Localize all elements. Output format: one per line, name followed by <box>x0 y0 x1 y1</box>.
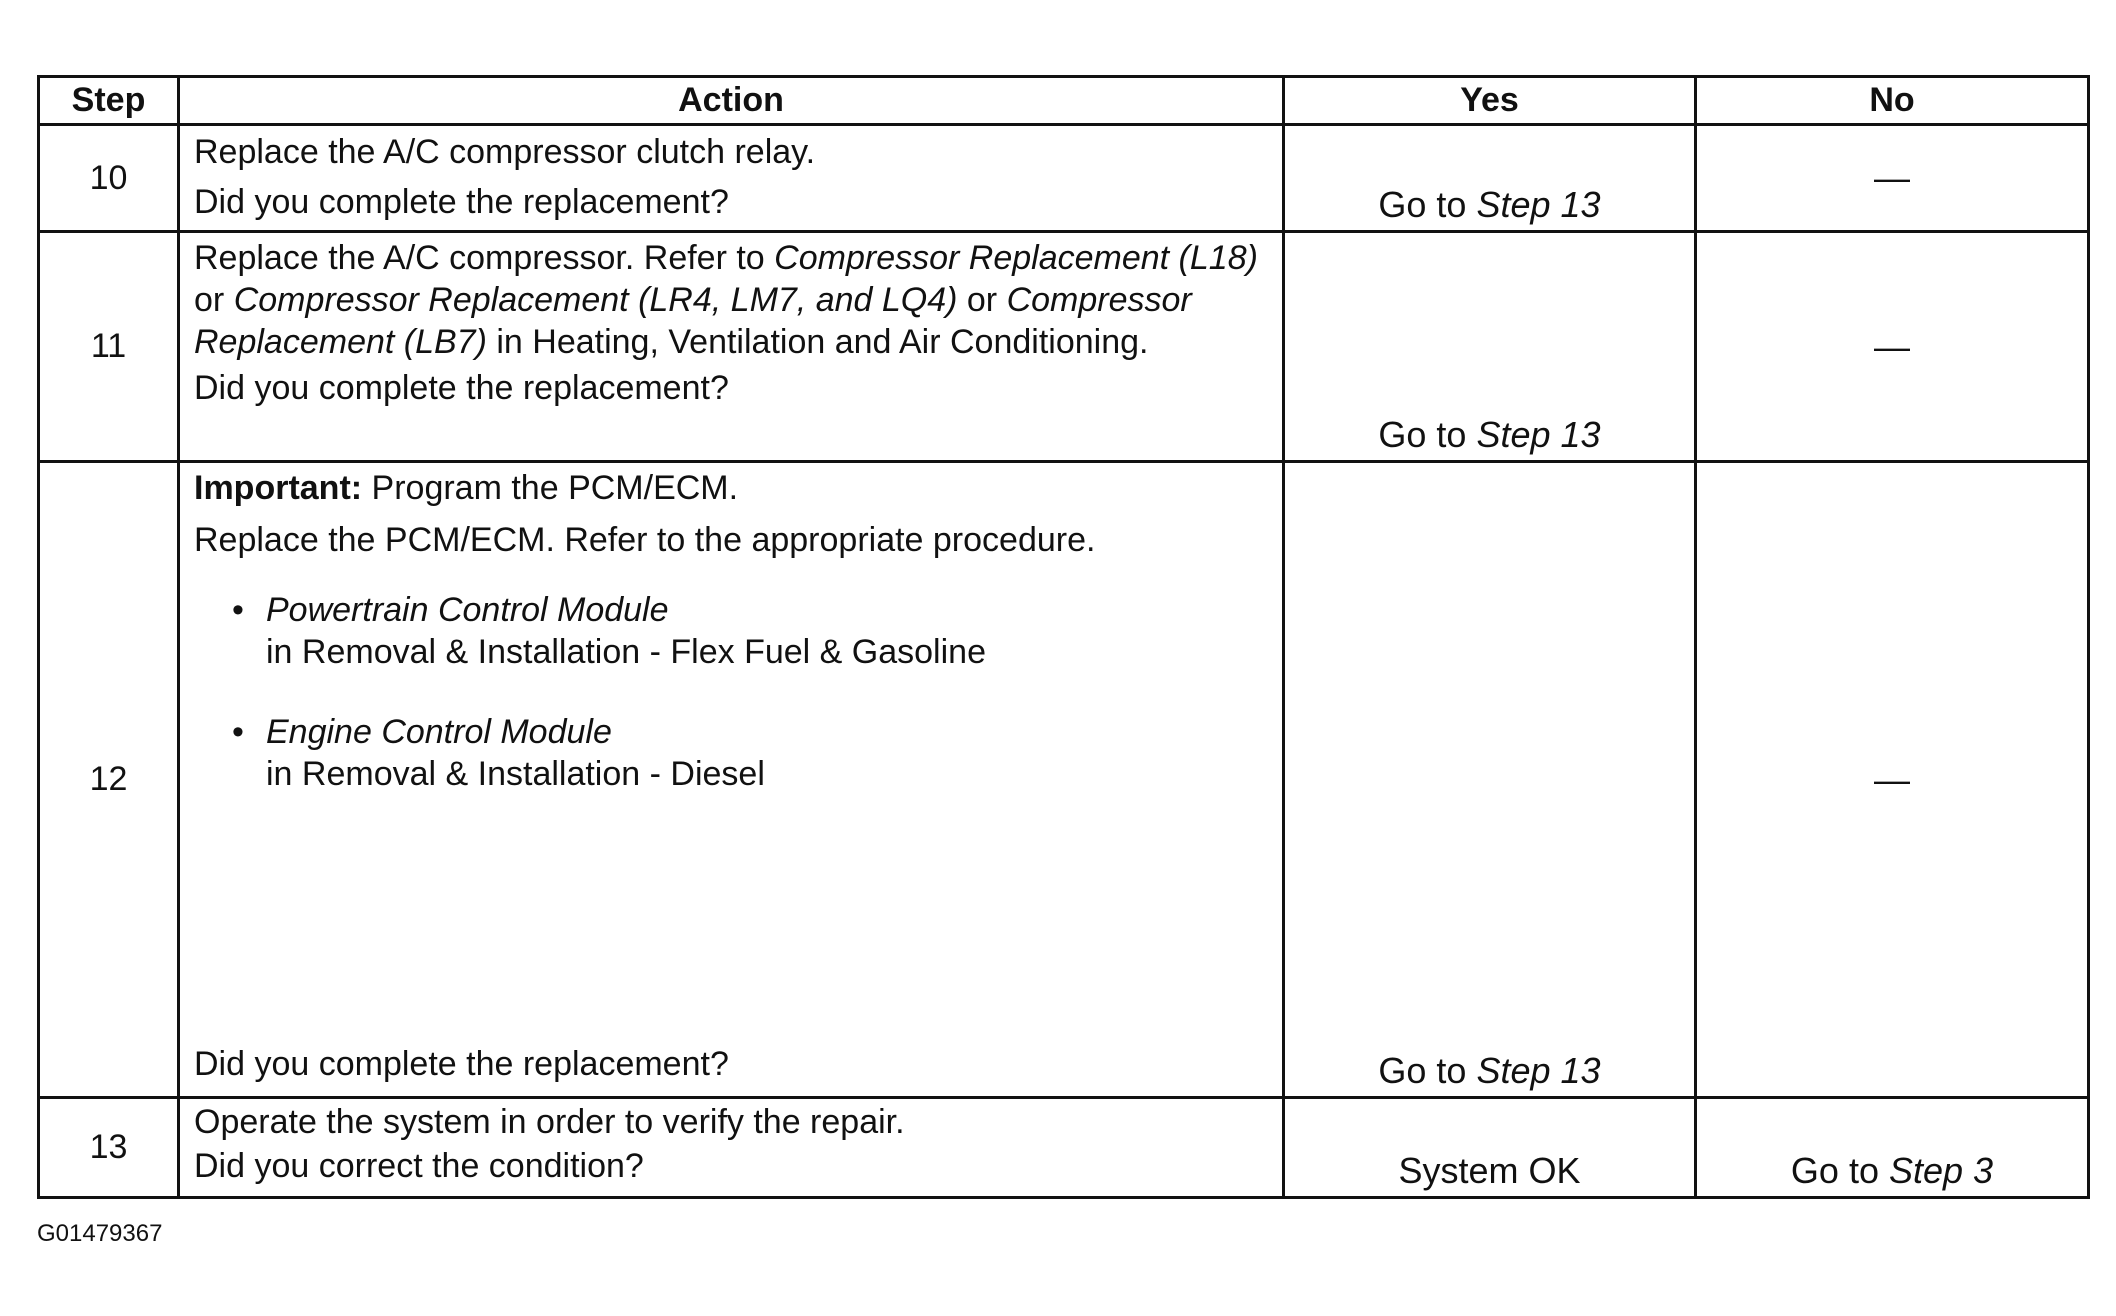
action-cell <box>179 462 1284 1098</box>
action-cell <box>179 1098 1284 1198</box>
reference-link: Compressor Replacement (LB7) <box>194 281 1192 361</box>
important-text: Program the PCM/ECM. <box>362 469 739 507</box>
action-cell <box>179 232 1284 462</box>
table-row <box>39 462 2089 1098</box>
step-number: 12 <box>39 462 179 1098</box>
no-cell: — <box>1696 462 2089 1098</box>
table-row <box>39 125 2089 232</box>
action-text: Replace the A/C compressor clutch relay. <box>194 133 816 171</box>
table-row <box>39 1098 2089 1198</box>
list-item <box>194 589 1272 673</box>
yes-step-ref: Step 13 <box>1476 1050 1601 1091</box>
action-segment: in Heating, Ventilation and Air Conditioning. <box>486 323 1149 361</box>
yes-step-ref: Step 13 <box>1476 184 1601 225</box>
no-cell: — <box>1696 232 2089 462</box>
action-cell <box>179 125 1284 232</box>
header-yes: Yes <box>1284 77 1696 125</box>
bullet-icon: • <box>232 591 244 629</box>
yes-cell: System OK <box>1284 1098 1696 1198</box>
reference-link: Engine Control Module <box>266 713 612 751</box>
question-text: Did you correct the condition? <box>194 1147 644 1185</box>
reference-link: Powertrain Control Module <box>266 591 669 629</box>
yes-prefix: Go to <box>1378 414 1477 455</box>
question-text: Did you complete the replacement? <box>194 369 729 407</box>
action-text <box>194 237 1272 363</box>
yes-cell <box>1284 232 1696 462</box>
action-text: Operate the system in order to verify the repair. <box>194 1103 905 1141</box>
header-row <box>39 77 2089 125</box>
yes-prefix: Go to <box>1378 1050 1477 1091</box>
header-action: Action <box>179 77 1284 125</box>
step-number: 10 <box>39 125 179 232</box>
yes-prefix: Go to <box>1378 184 1477 225</box>
no-prefix: Go to <box>1790 1150 1889 1191</box>
important-label: Important: <box>194 469 363 507</box>
question-text: Did you complete the replacement? <box>194 183 729 221</box>
reference-location: in Removal & Installation - Flex Fuel & Gasoline <box>266 633 986 671</box>
yes-cell <box>1284 125 1696 232</box>
action-text: Replace the PCM/ECM. Refer to the appropriate procedure. <box>194 521 1096 559</box>
reference-link: Compressor Replacement (LR4, LM7, and LQ4) <box>233 281 958 319</box>
action-segment: or <box>957 281 1007 319</box>
bullet-icon: • <box>232 713 244 751</box>
table-row <box>39 232 2089 462</box>
step-number: 11 <box>39 232 179 462</box>
list-item <box>194 711 1272 795</box>
no-step-ref: Step 3 <box>1888 1150 1994 1191</box>
reference-location: in Removal & Installation - Diesel <box>266 755 765 793</box>
header-no: No <box>1696 77 2089 125</box>
action-segment: or <box>194 281 234 319</box>
yes-cell <box>1284 462 1696 1098</box>
important-note <box>194 467 1272 509</box>
diagnostic-table <box>37 75 2090 1199</box>
action-segment: Replace the A/C compressor. Refer to <box>194 239 775 277</box>
step-number: 13 <box>39 1098 179 1198</box>
header-step: Step <box>39 77 179 125</box>
figure-id: G01479367 <box>37 1220 163 1247</box>
yes-step-ref: Step 13 <box>1476 414 1601 455</box>
no-cell: — <box>1696 125 2089 232</box>
no-cell <box>1696 1098 2089 1198</box>
reference-link: Compressor Replacement (L18) <box>774 239 1258 277</box>
question-text: Did you complete the replacement? <box>194 1045 729 1083</box>
